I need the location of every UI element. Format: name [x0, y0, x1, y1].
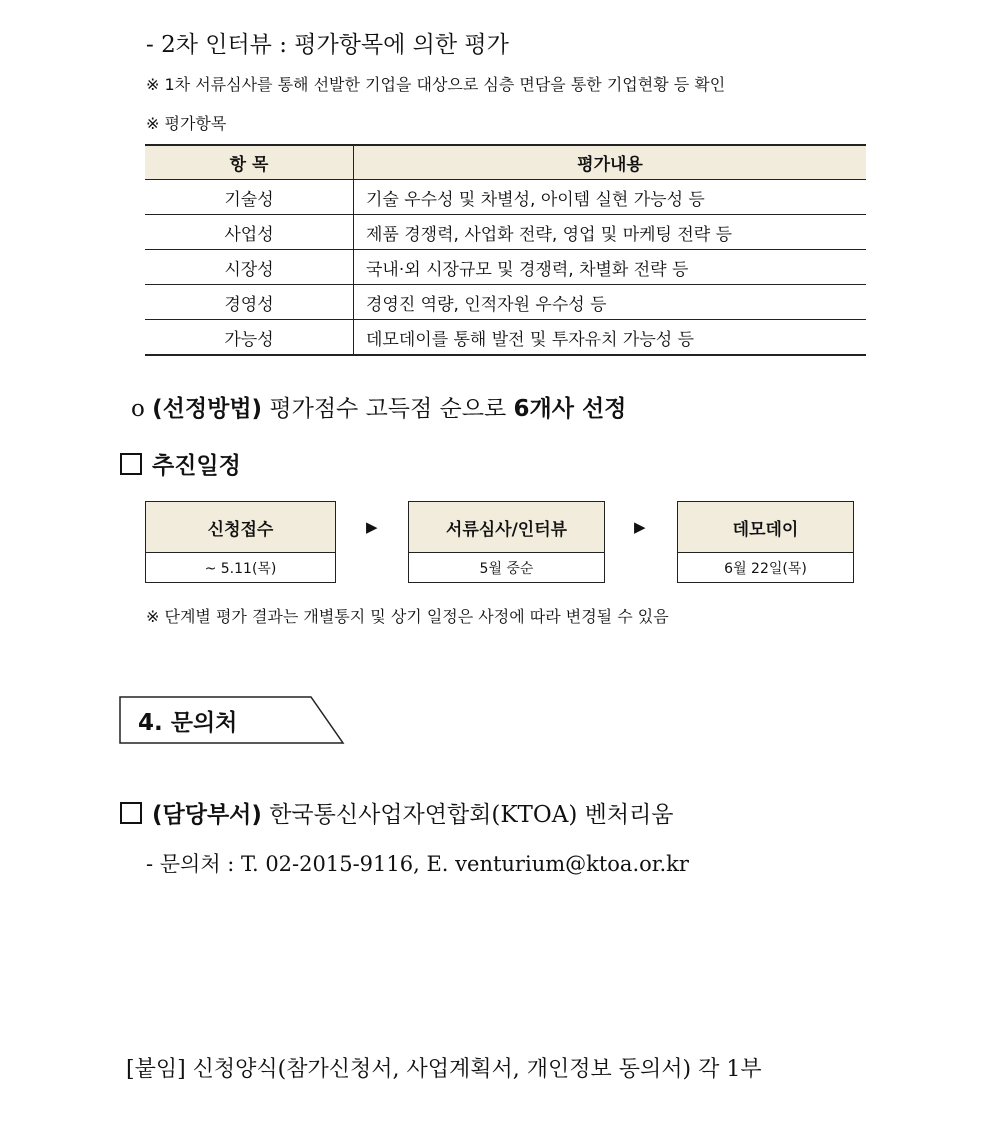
attachment-line: [붙임] 신청양식(참가신청서, 사업계획서, 개인정보 동의서) 각 1부 — [126, 1057, 762, 1082]
table-row — [145, 250, 866, 285]
method-emphasis: 6개사 선정 — [513, 396, 627, 422]
row-content: 경영진 역량, 인적자원 우수성 등 — [354, 285, 867, 320]
header-content: 평가내용 — [354, 145, 867, 180]
row-content: 국내·외 시장규모 및 경쟁력, 차별화 전략 등 — [354, 250, 867, 285]
schedule-step-demoday — [677, 501, 854, 583]
dept-name: 한국통신사업자연합회(KTOA) 벤처리움 — [269, 802, 674, 828]
row-item: 가능성 — [145, 320, 354, 356]
row-item: 사업성 — [145, 215, 354, 250]
header-item: 항 목 — [145, 145, 354, 180]
schedule-heading — [120, 447, 241, 480]
row-item: 경영성 — [145, 285, 354, 320]
step-title: 신청접수 — [146, 502, 335, 553]
checkbox-square-icon — [120, 802, 142, 824]
schedule-step-apply — [145, 501, 336, 583]
row-item: 시장성 — [145, 250, 354, 285]
checkbox-square-icon — [120, 453, 142, 475]
schedule-heading-text: 추진일정 — [152, 453, 241, 479]
step-date: 6월 22일(목) — [724, 560, 807, 577]
method-bullet: o — [131, 396, 145, 422]
schedule-step-review — [408, 501, 605, 583]
step-arrow-icon: ▶ — [634, 518, 646, 536]
schedule-note: ※ 단계별 평가 결과는 개별통지 및 상기 일정은 사정에 따라 변경될 수 있음 — [146, 607, 669, 626]
table-row — [145, 215, 866, 250]
row-content: 기술 우수성 및 차별성, 아이템 실현 가능성 등 — [354, 180, 867, 215]
eval-items-heading: ※ 평가항목 — [146, 114, 227, 133]
step-date: ~ 5.11(목) — [204, 560, 277, 577]
step-date: 5월 중순 — [479, 560, 534, 577]
step-arrow-icon: ▶ — [366, 518, 378, 536]
row-content: 제품 경쟁력, 사업화 전략, 영업 및 마케팅 전략 등 — [354, 215, 867, 250]
contact-section-title: 4. 문의처 — [138, 710, 238, 736]
table-row — [145, 180, 866, 215]
department-line — [120, 796, 674, 829]
table-row — [145, 285, 866, 320]
row-item: 기술성 — [145, 180, 354, 215]
dept-label: (담당부서) — [152, 802, 262, 828]
interview-line: - 2차 인터뷰 : 평가항목에 의한 평가 — [146, 32, 509, 58]
method-label: (선정방법) — [152, 396, 263, 422]
table-row — [145, 320, 866, 356]
method-text: 평가점수 고득점 순으로 — [269, 396, 507, 422]
screening-note: ※ 1차 서류심사를 통해 선발한 기업을 대상으로 심층 면담을 통한 기업현황 등 확인 — [146, 75, 726, 94]
contact-info: - 문의처 : T. 02-2015-9116, E. venturium@ktoa.or.kr — [146, 852, 689, 876]
step-title: 서류심사/인터뷰 — [409, 502, 604, 553]
evaluation-table — [145, 144, 866, 356]
row-content: 데모데이를 통해 발전 및 투자유치 가능성 등 — [354, 320, 867, 356]
step-title: 데모데이 — [678, 502, 853, 553]
selection-method — [131, 390, 626, 423]
table-header-row — [145, 145, 866, 180]
